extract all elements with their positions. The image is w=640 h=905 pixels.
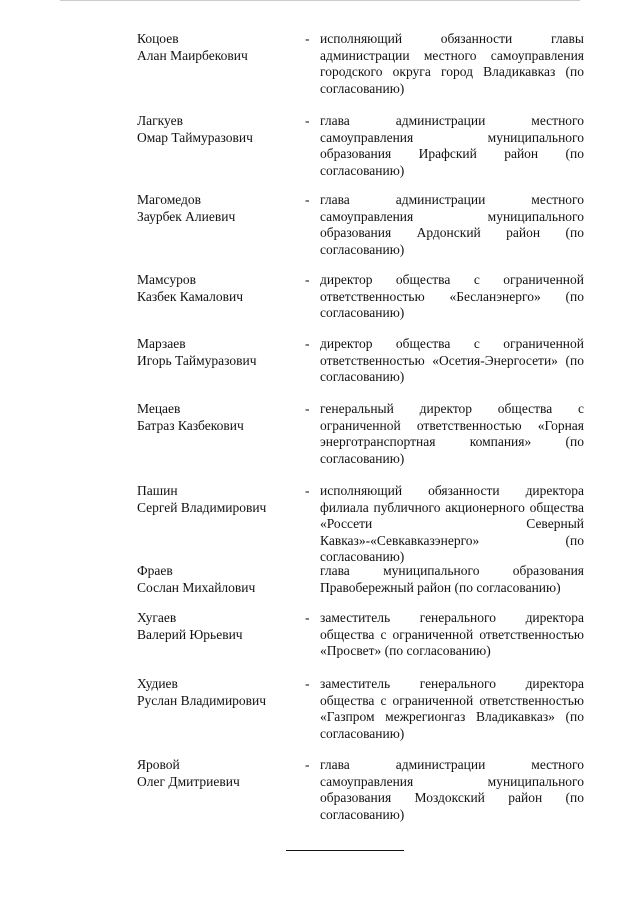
- person-surname: Пашин: [137, 483, 178, 498]
- end-of-list-rule: [286, 850, 404, 851]
- person-given-name: Казбек Камалович: [137, 288, 244, 304]
- person-surname: Лагкуев: [137, 113, 183, 128]
- dash-separator: -: [305, 336, 310, 351]
- person-role: директор общества с ограниченной ответственностью «Бесланэнерго» (по согласованию): [320, 272, 584, 320]
- person-name: [137, 610, 297, 643]
- person-given-name: Алан Маирбекович: [137, 47, 248, 63]
- person-surname: Худиев: [137, 676, 178, 691]
- person-role: генеральный директор общества с ограниченной ответственностью «Горная энерготранспортная компания» (по согласованию): [320, 401, 584, 466]
- person-given-name: Сергей Владимирович: [137, 499, 267, 515]
- person-name: [137, 336, 297, 369]
- person-surname: Фраев: [137, 563, 173, 578]
- person-name: [137, 483, 297, 516]
- person-given-name: Валерий Юрьевич: [137, 626, 243, 642]
- person-name: [137, 272, 297, 305]
- person-role: глава администрации местного самоуправления муниципального образования Моздокский район (по согласованию): [320, 757, 584, 822]
- person-surname: Марзаев: [137, 336, 186, 351]
- top-page-rule: [60, 0, 580, 1]
- person-name: [137, 757, 297, 790]
- person-role: глава администрации местного самоуправления муниципального образования Ардонский район (по согласованию): [320, 192, 584, 257]
- dash-separator: -: [305, 401, 310, 416]
- dash-separator: -: [305, 676, 310, 691]
- person-role: заместитель генерального директора общества с ограниченной ответственностью «Просвет» (по согласованию): [320, 610, 584, 658]
- dash-separator: -: [305, 192, 310, 207]
- person-name: [137, 563, 297, 596]
- person-given-name: Батраз Казбекович: [137, 417, 244, 433]
- person-name: [137, 401, 297, 434]
- person-given-name: Руслан Владимирович: [137, 692, 267, 708]
- person-surname: Яровой: [137, 757, 180, 772]
- person-role: заместитель генерального директора общества с ограниченной ответственностью «Газпром межрегионгаз Владикавказ» (по согласованию): [320, 676, 584, 741]
- person-given-name: Заурбек Алиевич: [137, 208, 236, 224]
- person-name: [137, 192, 297, 225]
- dash-separator: -: [305, 31, 310, 46]
- person-given-name: Игорь Таймуразович: [137, 352, 257, 368]
- person-surname: Мецаев: [137, 401, 181, 416]
- person-surname: Коцоев: [137, 31, 179, 46]
- person-surname: Мамсуров: [137, 272, 196, 287]
- person-surname: Хугаев: [137, 610, 177, 625]
- person-given-name: Олег Дмитриевич: [137, 773, 240, 789]
- dash-separator: -: [305, 483, 310, 498]
- person-given-name: Сослан Михайлович: [137, 579, 256, 595]
- person-role: исполняющий обязанности главы администрации местного самоуправления городского округа город Владикавказ (по согласованию): [320, 31, 584, 96]
- person-role: исполняющий обязанности директора филиала публичного акционерного общества «Россети Северный Кавказ»-«Севкавказэнерго» (по согласованию): [320, 483, 584, 564]
- person-name: [137, 31, 297, 64]
- person-role: глава администрации местного самоуправления муниципального образования Ирафский район (по согласованию): [320, 113, 584, 178]
- person-surname: Магомедов: [137, 192, 202, 207]
- person-role: глава муниципального образования Правобережный район (по согласованию): [320, 563, 584, 595]
- person-name: [137, 113, 297, 146]
- dash-separator: -: [305, 610, 310, 625]
- person-role: директор общества с ограниченной ответственностью «Осетия-Энергосети» (по согласованию): [320, 336, 584, 384]
- person-given-name: Омар Таймуразович: [137, 129, 253, 145]
- dash-separator: -: [305, 113, 310, 128]
- dash-separator: -: [305, 757, 310, 772]
- dash-separator: -: [305, 272, 310, 287]
- person-name: [137, 676, 297, 709]
